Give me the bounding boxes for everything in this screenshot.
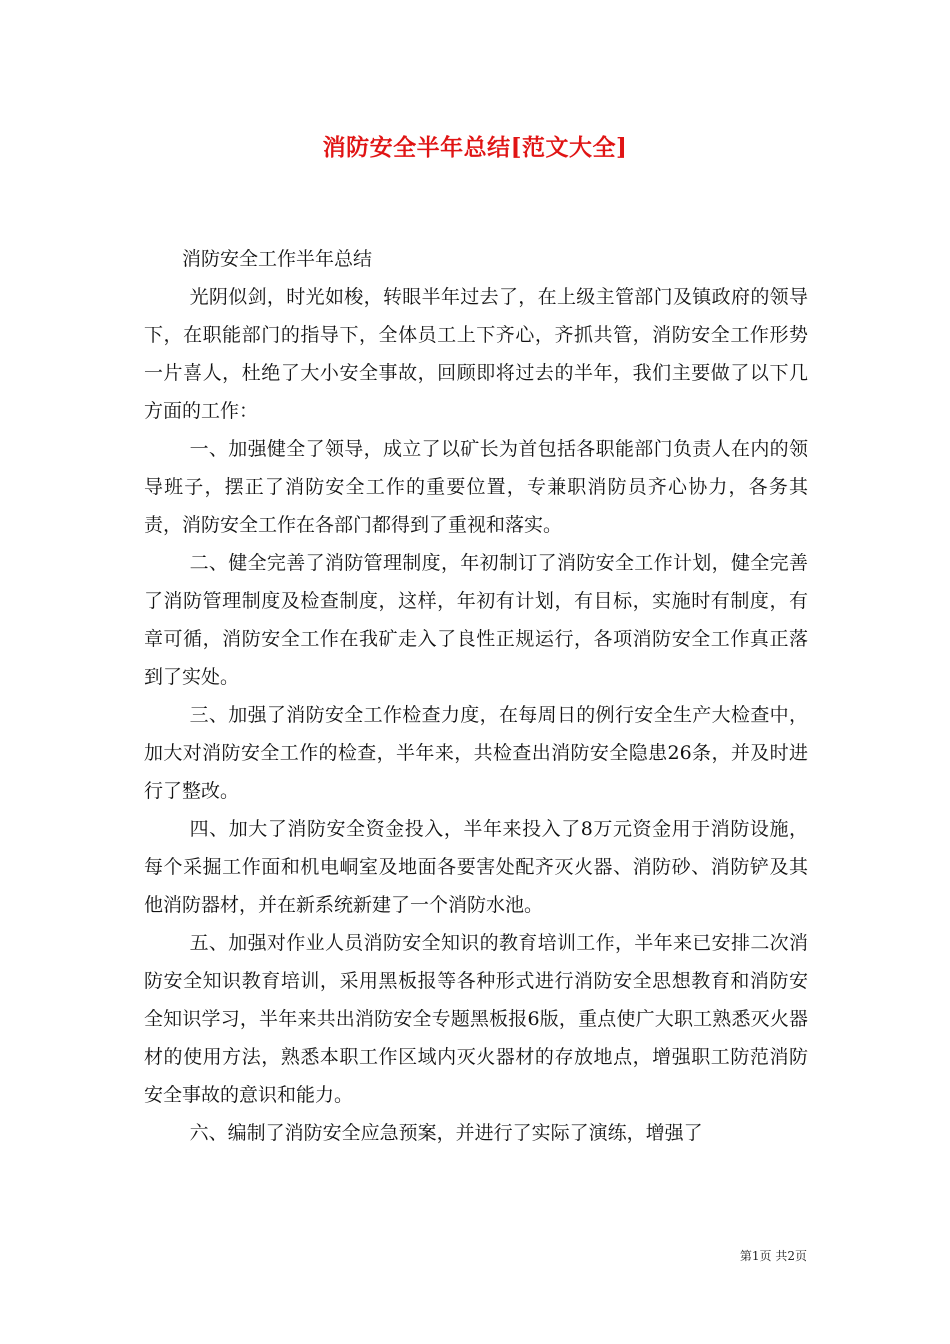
document-title: 消防安全半年总结[范文大全] bbox=[322, 134, 628, 161]
paragraph-item-6: 六、编制了消防安全应急预案，并进行了实际了演练，增强了 bbox=[189, 1122, 703, 1144]
paragraph-item-3: 三、加强了消防安全工作检查力度，在每周日的例行安全生产大检查中，加大对消防安全工作的检查，半年来，共检查出消防安全隐患26条，并及时进行了整改。 bbox=[144, 704, 808, 802]
paragraph-item-1: 一、加强健全了领导，成立了以矿长为首包括各职能部门负责人在内的领导班子，摆正了消防安全工作的重要位置，专兼职消防员齐心协力，各务其责，消防安全工作在各部门都得到了重视和落实。 bbox=[144, 438, 808, 536]
paragraph-intro: 光阴似剑，时光如梭，转眼半年过去了，在上级主管部门及镇政府的领导下，在职能部门的指导下，全体员工上下齐心，齐抓共管，消防安全工作形势一片喜人，杜绝了大小安全事故，回顾即将过去的半年，我们主要做了以下几方面的工作： bbox=[144, 286, 808, 422]
paragraph-item-4: 四、加大了消防安全资金投入，半年来投入了8万元资金用于消防设施，每个采掘工作面和机电峒室及地面各要害处配齐灭火器、消防砂、消防铲及其他消防器材，并在新系统新建了一个消防水池。 bbox=[144, 818, 808, 916]
paragraph-item-5: 五、加强对作业人员消防安全知识的教育培训工作，半年来已安排二次消防安全知识教育培训，采用黑板报等各种形式进行消防安全思想教育和消防安全知识学习，半年来共出消防安全专题黑板报6版，重点使广大职工熟悉灭火器材的使用方法，熟悉本职工作区域内灭火器材的存放地点，增强职工防范消防安全事故的意识和能力。 bbox=[144, 932, 808, 1106]
paragraph-item-2: 二、健全完善了消防管理制度，年初制订了消防安全工作计划，健全完善了消防管理制度及检查制度，这样，年初有计划，有目标，实施时有制度，有章可循，消防安全工作在我矿走入了良性正规运行，各项消防安全工作真正落到了实处。 bbox=[144, 552, 808, 688]
page-number-footer: 第1页 共2页 bbox=[739, 1249, 807, 1263]
paragraph-subtitle: 消防安全工作半年总结 bbox=[182, 248, 373, 270]
document-body bbox=[144, 240, 808, 1152]
